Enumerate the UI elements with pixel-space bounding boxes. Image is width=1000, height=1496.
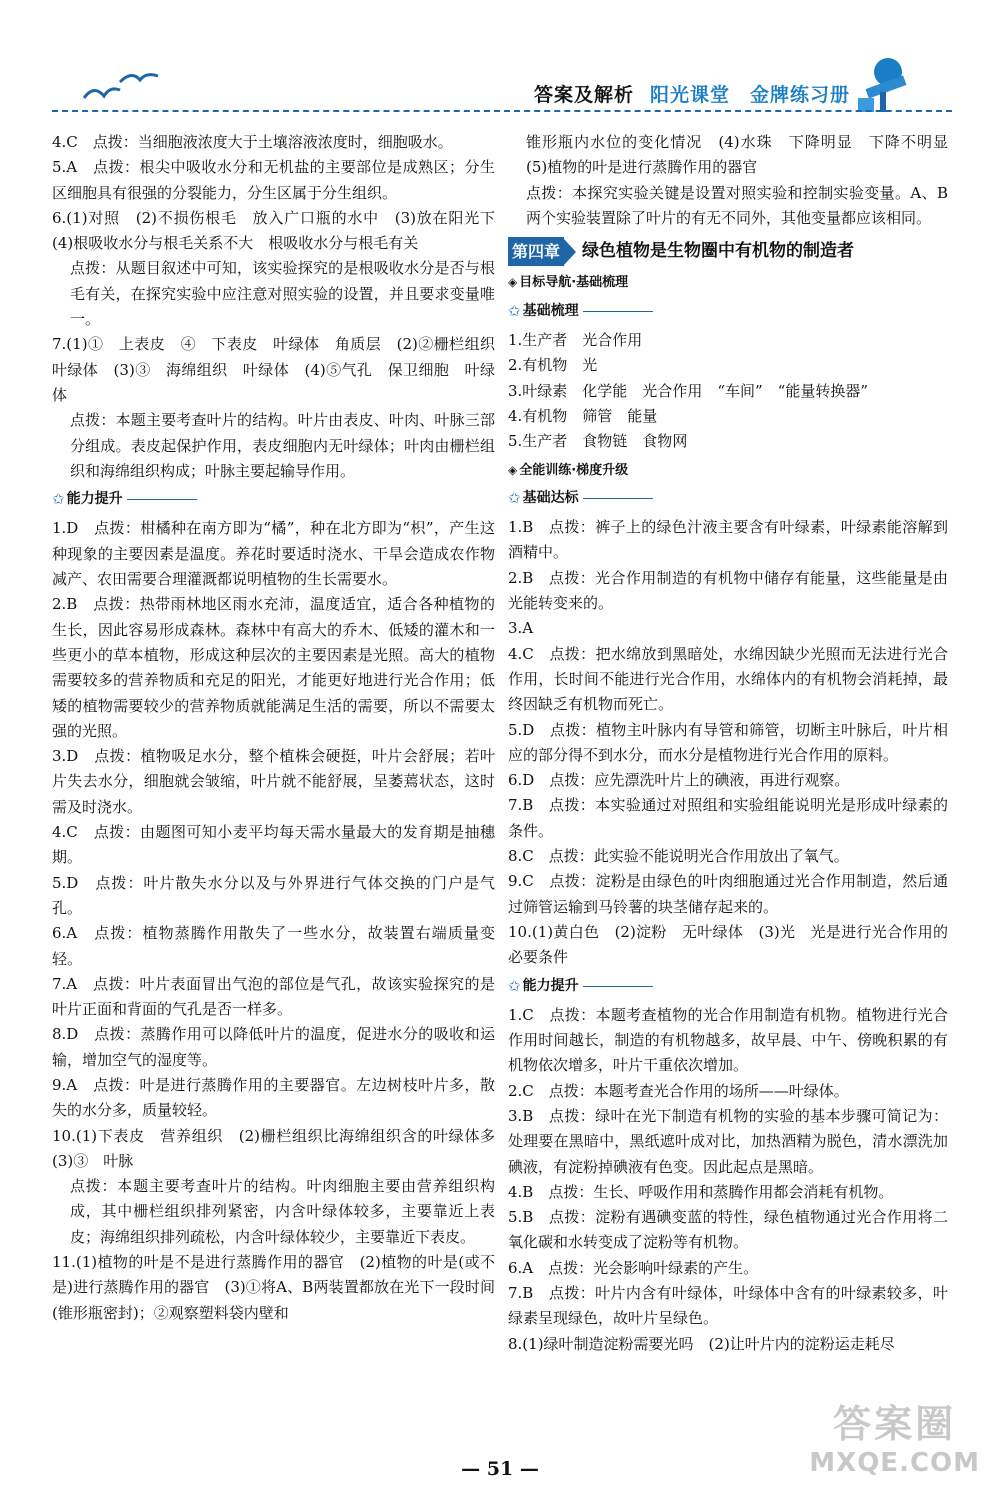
answer-item: 11.(1)植物的叶是不是进行蒸腾作用的器官 (2)植物的叶是(或不是)进行蒸腾作用的器官 (3)①将A、B两装置都放在光下一段时间(锥形瓶密封)；②观察塑料袋内壁和	[52, 1253, 495, 1322]
answer-item: 8.C 点拨：此实验不能说明光合作用放出了氧气。	[508, 847, 849, 866]
answer-item: 9.A 点拨：叶是进行蒸腾作用的主要器官。左边树枝叶片多，散失的水分多，质量较轻。	[52, 1075, 495, 1120]
left-column	[52, 130, 511, 1326]
answer-item: 4.C 点拨：把水绵放到黑暗处，水绵因缺少光照而无法进行光合作用，长时间不能进行光合作用，水绵体内的有机物会消耗掉，最终因缺乏有机物而死亡。	[508, 644, 948, 714]
star-icon: ✩	[508, 301, 521, 320]
star-icon: ✩	[508, 976, 521, 995]
answer-item: 3.A	[508, 619, 534, 638]
header-dashed-divider	[52, 110, 952, 112]
explanation-paragraph: 点拨：本题主要考查叶片的结构。叶肉细胞主要由营养组织构成，其中栅栏组织排列紧密，内含叶绿体较多，主要靠近上表皮；海绵组织排列疏松，内含叶绿体较少，主要靠近下表皮。	[70, 1177, 495, 1246]
diamond-icon: ◈	[508, 275, 518, 290]
answer-item: 2.有机物 光	[508, 356, 598, 375]
section-heading-label: 能力提升	[522, 977, 579, 994]
watermark-line-1: 答案圈	[833, 1402, 957, 1446]
header-title	[534, 80, 850, 107]
answer-item: 2.B 点拨：光合作用制造的有机物中储存有能量，这些能量是由光能转变来的。	[508, 568, 948, 613]
chapter-tag: 第四章	[508, 237, 564, 266]
explanation-paragraph: 锥形瓶内水位的变化情况 (4)水珠 下降明显 下降不明显 (5)植物的叶是进行蒸腾作用的器官	[526, 133, 964, 177]
chapter-arrow-icon	[564, 239, 576, 265]
answer-item: 4.C 点拨：当细胞液浓度大于土壤溶液浓度时，细胞吸水。	[52, 133, 453, 151]
bird-icon	[80, 68, 160, 108]
explanation-paragraph: 点拨：本探究实验关键是设置对照实验和控制实验变量。A、B两个实验装置除了叶片的有无不同外，其他变量都应该相同。	[526, 183, 948, 227]
answer-item: 6.D 点拨：应先漂洗叶片上的碘液，再进行观察。	[508, 771, 850, 790]
section-heading-label: 能力提升	[66, 491, 123, 508]
chapter-title: 绿色植物是生物圈中有机物的制造者	[582, 241, 855, 262]
answer-item: 3.叶绿素 化学能 光合作用 “车间” “能量转换器”	[508, 381, 868, 400]
answer-item: 3.D 点拨：植物吸足水分，整个植株会硬挺，叶片会舒展；若叶片失去水分，细胞就会皱缩，叶片就不能舒展，呈萎蔫状态，这时需及时浇水。	[52, 747, 495, 816]
answer-item: 8.(1)绿叶制造淀粉需要光吗 (2)让叶片内的淀粉运走耗尽	[508, 1334, 895, 1353]
answer-item: 7.B 点拨：本实验通过对照组和实验组能说明光是形成叶绿素的条件。	[508, 796, 948, 840]
telescope-illustration-icon	[850, 52, 920, 114]
answer-item: 5.B 点拨：淀粉有遇碘变蓝的特性，绿色植物通过光合作用将二氧化碳和水转变成了淀粉等有机物。	[508, 1208, 948, 1252]
answer-item: 5.A 点拨：根尖中吸收水分和无机盐的主要部位是成熟区；分生区细胞具有很强的分裂能力，分生区属于分生组织。	[52, 158, 495, 202]
answer-item: 1.B 点拨：裤子上的绿色汁液主要含有叶绿素，叶绿素能溶解到酒精中。	[508, 518, 948, 562]
answer-item: 6.(1)对照 (2)不损伤根毛 放入广口瓶的水中 (3)放在阳光下 (4)根吸收水分与根毛关系不大 根吸收水分与根毛有关	[52, 208, 511, 253]
section-heading-label: 基础达标	[522, 489, 579, 506]
section-underline	[583, 986, 653, 987]
explanation-paragraph: 点拨：从题目叙述中可知，该实验探究的是根吸收水分是否与根毛有关，在探究实验中应注意对照实验的设置，并且要求变量唯一。	[70, 259, 495, 329]
section-heading	[508, 299, 948, 324]
answer-item: 4.C 点拨：由题图可知小麦平均每天需水量最大的发育期是抽穗期。	[52, 823, 495, 867]
answer-item: 10.(1)黄白色 (2)淀粉 无叶绿体 (3)光 光是进行光合作用的必要条件	[508, 922, 948, 967]
module-heading-label: 目标导航·基础梳理	[519, 275, 629, 291]
page-header	[0, 0, 1000, 125]
answer-item: 5.D 点拨：植物主叶脉内有导管和筛管，切断主叶脉后，叶片相应的部分得不到水分，而水分是植物进行光合作用的原料。	[508, 720, 948, 764]
answer-item: 4.有机物 筛管 能量	[508, 406, 658, 425]
section-underline	[583, 311, 653, 312]
answer-item: 1.D 点拨：柑橘种在南方即为“橘”，种在北方即为“枳”，产生这种现象的主要因素是温度。养花时要适时浇水、干旱会造成农作物减产、农田需要合理灌溉都说明植物的生长需要水。	[52, 519, 495, 589]
star-icon: ✩	[52, 490, 65, 509]
module-heading	[508, 270, 948, 295]
section-underline	[583, 498, 653, 499]
answer-item: 7.(1)① 上表皮 ④ 下表皮 叶绿体 角质层 (2)②栅栏组织 叶绿体 (3)③ 海绵组织 叶绿体 (4)⑤气孔 保卫细胞 叶绿体	[52, 335, 511, 404]
answer-item: 7.B 点拨：叶片内含有叶绿体，叶绿体中含有的叶绿素较多，叶绿素呈现绿色，故叶片呈绿色。	[508, 1284, 948, 1328]
answer-item: 6.A 点拨：植物蒸腾作用散失了一些水分，故装置右端质量变轻。	[52, 924, 495, 968]
answer-item: 2.B 点拨：热带雨林地区雨水充沛，温度适宜，适合各种植物的生长，因此容易形成森林。森林中有高大的乔木、低矮的灌木和一些更小的草本植物，形成这种层次的主要因素是光照。高大的植物需要较多的营养物质和充足的阳光，才能更好地进行光合作用；低矮的植物需要较少的营养物质就能满足生活的需要，所以不需要太强的光照。	[52, 595, 495, 740]
module-heading	[508, 458, 948, 483]
section-heading-label: 基础梳理	[522, 302, 579, 319]
answer-item: 1.C 点拨：本题考查植物的光合作用制造有机物。植物进行光合作用时间越长，制造的有机物越多，故早晨、中午、傍晚积累的有机物依次增多，叶片干重依次增加。	[508, 1005, 948, 1075]
answer-item: 1.生产者 光合作用	[508, 331, 643, 350]
section-heading	[508, 974, 948, 999]
section-heading	[508, 486, 948, 511]
star-icon: ✩	[508, 488, 521, 507]
module-heading-label: 全能训练·梯度升级	[519, 462, 629, 478]
answer-item: 9.C 点拨：淀粉是由绿色的叶肉细胞通过光合作用制造，然后通过筛管运输到马铃薯的块茎储存起来的。	[508, 872, 948, 916]
watermark-line-2: MXQE.COM	[809, 1448, 980, 1478]
diamond-icon: ◈	[508, 462, 518, 477]
answer-item: 5.生产者 食物链 食物网	[508, 432, 688, 451]
brand-title: 阳光课堂 金牌练习册	[649, 84, 850, 106]
right-column	[508, 130, 964, 1357]
answer-item: 2.C 点拨：本题考查光合作用的场所——叶绿体。	[508, 1081, 849, 1100]
answer-item: 8.D 点拨：蒸腾作用可以降低叶片的温度，促进水分的吸收和运输，增加空气的湿度等。	[52, 1025, 495, 1069]
watermark	[809, 1393, 980, 1478]
answer-item: 7.A 点拨：叶片表面冒出气泡的部位是气孔，故该实验探究的是叶片正面和背面的气孔是否一样多。	[52, 974, 495, 1019]
explanation-paragraph: 点拨：本题主要考查叶片的结构。叶片由表皮、叶肉、叶脉三部分组成。表皮起保护作用，表皮细胞内无叶绿体；叶肉由栅栏组织和海绵组织构成；叶脉主要起输导作用。	[70, 411, 495, 480]
answer-item: 4.B 点拨：生长、呼吸作用和蒸腾作用都会消耗有机物。	[508, 1182, 894, 1201]
answer-item: 6.A 点拨：光会影响叶绿素的产生。	[508, 1258, 759, 1277]
answer-item: 3.B 点拨：绿叶在光下制造有机物的实验的基本步骤可简记为：处理要在黑暗中，黑纸遮叶成对比，加热酒精为脱色，清水漂洗加碘液，有淀粉掉碘液有色变。因此起点是黑暗。	[508, 1106, 948, 1176]
answer-item: 10.(1)下表皮 营养组织 (2)栅栏组织比海绵组织含的叶绿体多 (3)③ 叶脉	[52, 1126, 511, 1170]
answer-item: 5.D 点拨：叶片散失水分以及与外界进行气体交换的门户是气孔。	[52, 873, 495, 917]
section-heading	[52, 487, 495, 512]
section-underline	[127, 499, 197, 500]
chapter-heading	[508, 237, 948, 266]
page-number: — 51 —	[461, 1458, 539, 1480]
answers-label: 答案及解析	[533, 84, 634, 106]
